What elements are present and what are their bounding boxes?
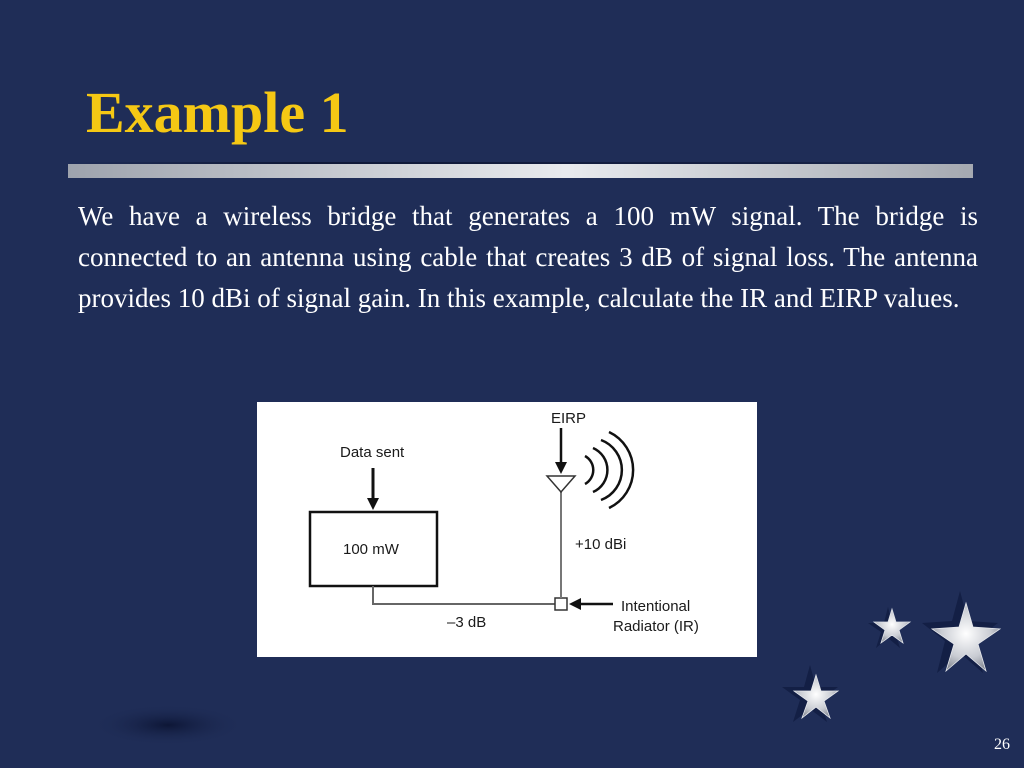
star-icon-bottom [782, 665, 838, 722]
cable-loss-label: –3 dB [447, 614, 487, 631]
radiation-wave-3 [601, 440, 622, 500]
radiation-wave-1 [585, 456, 593, 484]
cable-line [373, 586, 561, 604]
eirp-arrowhead [555, 462, 567, 474]
ir-label-line2: Radiator (IR) [613, 618, 699, 635]
nav-button-shadow [98, 706, 238, 744]
title-divider [68, 162, 973, 180]
slide-title: Example 1 [86, 80, 349, 145]
ir-junction [555, 598, 567, 610]
eirp-diagram [257, 402, 757, 657]
slide-body-text: We have a wireless bridge that generates a 100 mW signal. The bridge is connected to an antenna using cable that creates 3 dB of signal loss. The antenna provides 10 dBi of signal gain. In this example, calculate the IR and EIRP values. [78, 201, 978, 313]
ir-label-line1: Intentional [621, 598, 691, 615]
antenna-gain-label: +10 dBi [575, 536, 627, 553]
star-icon-small-left [868, 607, 910, 648]
decorative-stars [760, 585, 1020, 735]
eirp-label: EIRP [551, 410, 587, 427]
page-number: 26 [994, 736, 1010, 753]
ir-arrowhead [569, 598, 581, 610]
radiation-wave-2 [593, 448, 607, 492]
star-icon-large-right [922, 591, 1000, 673]
data-sent-arrowhead [367, 498, 379, 510]
data-sent-label: Data sent [340, 444, 405, 461]
bridge-power-label: 100 mW [343, 541, 399, 558]
antenna-element [547, 476, 575, 492]
